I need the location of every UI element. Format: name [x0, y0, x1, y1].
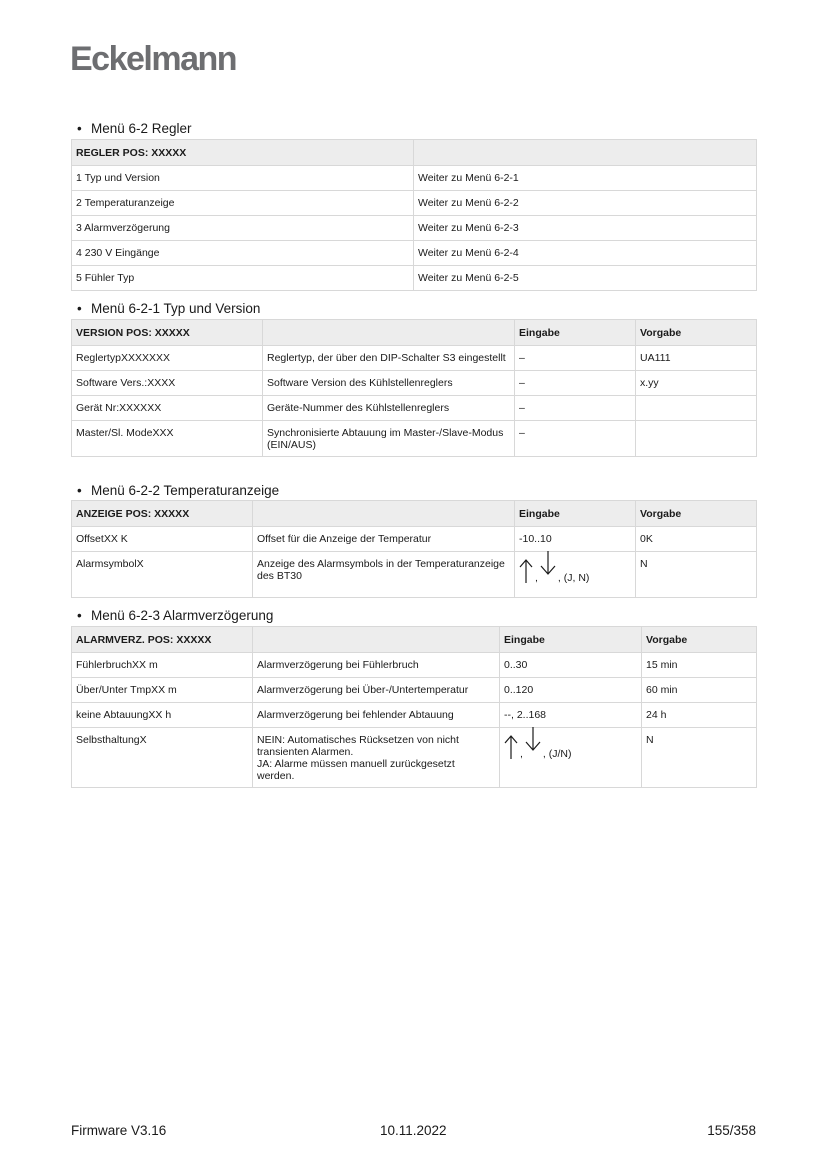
table-cell: Offset für die Anzeige der Temperatur	[253, 527, 515, 552]
table-cell	[636, 421, 757, 457]
arrow-suffix: , (J/N)	[542, 748, 572, 760]
table-row	[72, 166, 757, 191]
arrow-input-indicator	[519, 556, 589, 584]
table-cell: 3 Alarmverzögerung	[72, 216, 414, 241]
separator-comma: ,	[520, 748, 523, 760]
table-row	[72, 703, 757, 728]
table-cell: Weiter zu Menü 6-2-1	[414, 166, 757, 191]
table-cell	[515, 552, 636, 598]
separator-comma: ,	[535, 572, 538, 584]
table-anzeige	[71, 500, 757, 598]
table-row	[72, 396, 757, 421]
table-header-row	[72, 320, 757, 346]
table-cell	[636, 396, 757, 421]
table-cell: N	[642, 728, 757, 788]
table-cell: 15 min	[642, 653, 757, 678]
table-header-row	[72, 140, 757, 166]
table-row	[72, 346, 757, 371]
table-cell: NEIN: Automatisches Rücksetzen von nicht transienten Alarmen. JA: Alarme müssen manuell zurückgesetzt werden.	[253, 728, 500, 788]
section-title-text: Menü 6-2-3 Alarmverzögerung	[91, 608, 274, 623]
table-cell: Alarmverzögerung bei Über-/Untertemperatur	[253, 678, 500, 703]
column-header: Vorgabe	[636, 501, 757, 527]
footer-date: 10.11.2022	[380, 1123, 447, 1138]
table-cell: FühlerbruchXX m	[72, 653, 253, 678]
column-header: Vorgabe	[636, 320, 757, 346]
table-cell: N	[636, 552, 757, 598]
table-row	[72, 678, 757, 703]
section-title-alarmverzoegerung	[77, 608, 273, 623]
table-cell: 60 min	[642, 678, 757, 703]
table-version	[71, 319, 757, 457]
table-cell: --, 2..168	[500, 703, 642, 728]
table-cell: OffsetXX K	[72, 527, 253, 552]
column-header: Vorgabe	[642, 627, 757, 653]
table-cell: 2 Temperaturanzeige	[72, 191, 414, 216]
table-regler	[71, 139, 757, 291]
table-cell: Geräte-Nummer des Kühlstellenreglers	[263, 396, 515, 421]
table-cell: Weiter zu Menü 6-2-4	[414, 241, 757, 266]
table-alarmverz	[71, 626, 757, 788]
table-cell: 0..30	[500, 653, 642, 678]
table-cell: 4 230 V Eingänge	[72, 241, 414, 266]
table-row	[72, 653, 757, 678]
table-header-row	[72, 501, 757, 527]
column-header: REGLER POS: XXXXX	[72, 140, 414, 166]
table-row	[72, 266, 757, 291]
section-title-text: Menü 6-2-1 Typ und Version	[91, 301, 261, 316]
footer-page-number: 155/358	[707, 1123, 756, 1138]
section-title-regler	[77, 121, 192, 136]
table-cell	[500, 728, 642, 788]
table-cell: 1 Typ und Version	[72, 166, 414, 191]
arrow-up-icon	[504, 734, 518, 760]
table-cell: Alarmverzögerung bei Fühlerbruch	[253, 653, 500, 678]
table-cell: Synchronisierte Abtauung im Master-/Slave-Modus (EIN/AUS)	[263, 421, 515, 457]
table-row	[72, 552, 757, 598]
table-cell: –	[515, 346, 636, 371]
table-cell: Gerät Nr:XXXXXX	[72, 396, 263, 421]
table-header-row	[72, 627, 757, 653]
column-header: VERSION POS: XXXXX	[72, 320, 263, 346]
bullet: •	[77, 121, 82, 136]
footer-firmware: Firmware V3.16	[71, 1123, 167, 1138]
arrow-down-icon	[525, 726, 541, 752]
table-cell: –	[515, 421, 636, 457]
section-title-anzeige	[77, 483, 279, 498]
table-cell: Über/Unter TmpXX m	[72, 678, 253, 703]
table-row	[72, 241, 757, 266]
table-cell: Alarmverzögerung bei fehlender Abtauung	[253, 703, 500, 728]
table-row	[72, 728, 757, 788]
table-cell: 0K	[636, 527, 757, 552]
section-title-version	[77, 301, 260, 316]
arrow-input-indicator	[504, 732, 572, 760]
table-cell: 0..120	[500, 678, 642, 703]
column-header	[414, 140, 757, 166]
table-cell: UA111	[636, 346, 757, 371]
table-cell: –	[515, 371, 636, 396]
table-cell: Anzeige des Alarmsymbols in der Temperaturanzeige des BT30	[253, 552, 515, 598]
bullet: •	[77, 301, 82, 316]
table-cell: AlarmsymbolX	[72, 552, 253, 598]
section-title-text: Menü 6-2 Regler	[91, 121, 192, 136]
table-cell: x.yy	[636, 371, 757, 396]
column-header: Eingabe	[515, 501, 636, 527]
table-cell: ReglertypXXXXXXX	[72, 346, 263, 371]
table-cell: -10..10	[515, 527, 636, 552]
column-header: ALARMVERZ. POS: XXXXX	[72, 627, 253, 653]
bullet: •	[77, 483, 82, 498]
table-cell: 24 h	[642, 703, 757, 728]
table-cell: Weiter zu Menü 6-2-2	[414, 191, 757, 216]
table-cell: Weiter zu Menü 6-2-5	[414, 266, 757, 291]
table-cell: –	[515, 396, 636, 421]
table-cell: Master/Sl. ModeXXX	[72, 421, 263, 457]
column-header	[253, 627, 500, 653]
column-header: Eingabe	[500, 627, 642, 653]
arrow-down-icon	[540, 550, 556, 576]
table-cell: Software Version des Kühlstellenreglers	[263, 371, 515, 396]
table-row	[72, 371, 757, 396]
table-row	[72, 421, 757, 457]
arrow-suffix: , (J, N)	[557, 572, 590, 584]
table-cell: Reglertyp, der über den DIP-Schalter S3 eingestellt	[263, 346, 515, 371]
arrow-up-icon	[519, 558, 533, 584]
table-row	[72, 216, 757, 241]
column-header: ANZEIGE POS: XXXXX	[72, 501, 253, 527]
eckelmann-logo: Eckelmann	[70, 40, 237, 78]
column-header	[263, 320, 515, 346]
table-cell: SelbsthaltungX	[72, 728, 253, 788]
bullet: •	[77, 608, 82, 623]
column-header	[253, 501, 515, 527]
table-cell: keine AbtauungXX h	[72, 703, 253, 728]
table-cell: 5 Fühler Typ	[72, 266, 414, 291]
column-header: Eingabe	[515, 320, 636, 346]
section-title-text: Menü 6-2-2 Temperaturanzeige	[91, 483, 280, 498]
table-cell: Software Vers.:XXXX	[72, 371, 263, 396]
table-row	[72, 191, 757, 216]
table-cell: Weiter zu Menü 6-2-3	[414, 216, 757, 241]
table-row	[72, 527, 757, 552]
